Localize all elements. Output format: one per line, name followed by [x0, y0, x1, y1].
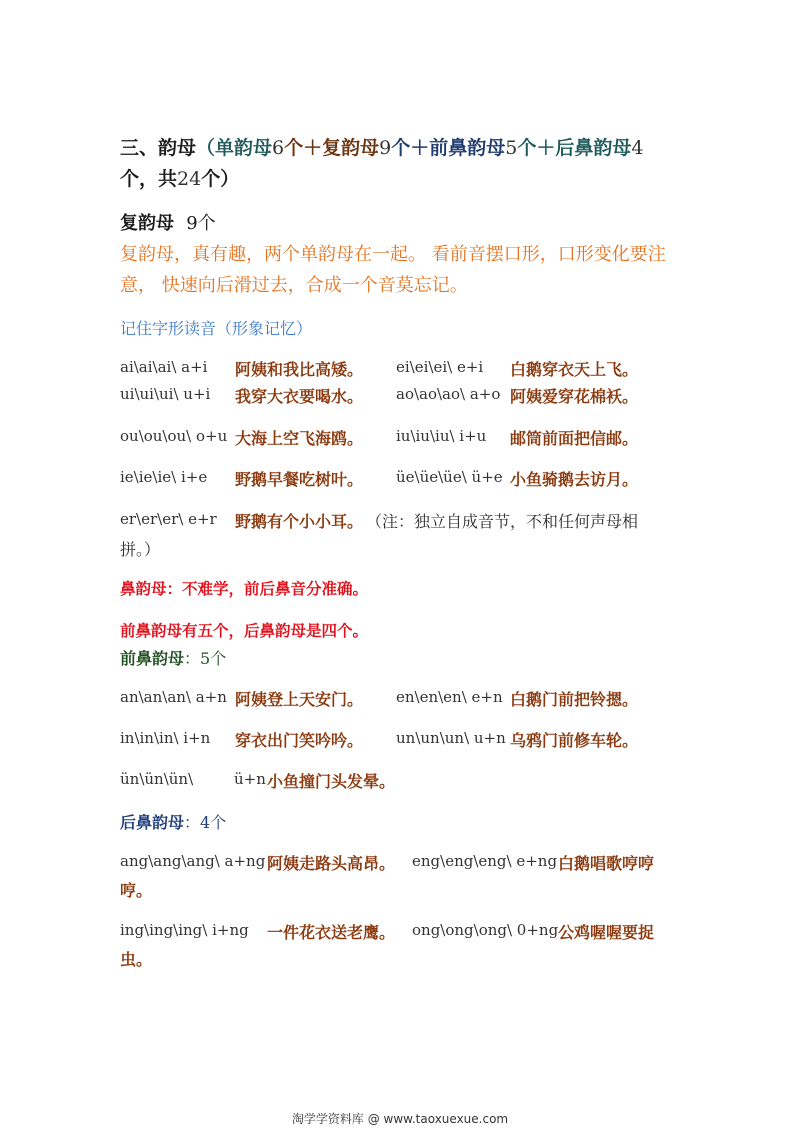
mnemonic-text: 小鱼骑鹅去访月。: [510, 470, 639, 489]
pinyin-code: ang\ang\ang\ a+ng: [120, 852, 266, 870]
mnemonic-text: 一件花衣送老鹰。: [267, 923, 396, 942]
rhyme-line: 意， 快速向后滑过去，合成一个音莫忘记。: [120, 275, 468, 296]
pinyin-code: ui\ui\ui\ u+i: [120, 385, 211, 403]
pinyin-combo: ü+n: [234, 770, 266, 788]
pinyin-code: er\er\er\ e+r: [120, 510, 217, 528]
pinyin-code: eng\eng\eng\ e+ng: [412, 852, 558, 870]
pinyin-code: iu\iu\iu\ i+u: [396, 427, 487, 445]
title-part: 个，共: [120, 168, 178, 190]
mnemonic-text: 我穿大衣要喝水。: [235, 387, 364, 406]
heading-colon: ：: [184, 813, 201, 832]
pinyin-code: ing\ing\ing\ i+ng: [120, 921, 249, 939]
pinyin-code: un\un\un\ u+n: [396, 729, 506, 747]
heading-label: 后鼻韵母: [120, 813, 185, 832]
title-part: 个＋前鼻韵母: [391, 137, 506, 159]
pinyin-code: üe\üe\üe\ ü+e: [396, 468, 503, 486]
mnemonic-text: 阿姨走路头高昂。: [267, 854, 396, 873]
heading-label: 复韵母: [120, 213, 174, 234]
mnemonic-text: 公鸡喔喔要捉: [558, 923, 655, 942]
biyunmu-intro: 前鼻韵母有五个，后鼻韵母是四个。: [120, 622, 369, 640]
mnemonic-text: 阿姨登上天安门。: [235, 690, 364, 709]
mnemonic-text-wrap: 哼。: [120, 881, 153, 900]
pinyin-code: ong\ong\ong\ 0+ng: [412, 921, 559, 939]
title-part: （单韵母: [196, 137, 273, 159]
er-note: （注：独立自成音节，不和任何声母相: [366, 512, 639, 531]
title-number: 4: [631, 137, 644, 159]
mnemonic-text: 白鹅唱歌哼哼: [558, 854, 655, 873]
title-part: 个＋后鼻韵母: [517, 137, 632, 159]
er-note: 拼。）: [120, 540, 161, 559]
rhyme-line: 复韵母，真有趣，两个单韵母在一起。 看前音摆口形，口形变化要注: [120, 244, 666, 265]
heading-count: 9个: [186, 213, 216, 234]
pinyin-code: ai\ai\ai\ a+i: [120, 358, 208, 376]
title-number: 5: [505, 137, 518, 159]
biyunmu-intro: 鼻韵母：不难学，前后鼻音分准确。: [120, 580, 369, 598]
title-part: 个）: [201, 168, 240, 190]
footer-watermark: 淘学学资料库 @ www.taoxuexue.com: [291, 1112, 509, 1126]
title-number: 9: [379, 137, 392, 159]
qianbi-heading: [120, 646, 226, 669]
heading-colon: ：: [184, 649, 201, 668]
title-part: 个＋复韵母: [284, 137, 380, 159]
mnemonic-text: 穿衣出门笑吟吟。: [235, 731, 364, 750]
mnemonic-text: 野鹅有个小小耳。: [235, 512, 364, 531]
heading-count: 4个: [200, 813, 227, 832]
pinyin-code: ie\ie\ie\ i+e: [120, 468, 208, 486]
mnemonic-text: 白鹅穿衣天上飞。: [510, 360, 639, 379]
mnemonic-text: 乌鸦门前修车轮。: [510, 731, 639, 750]
title-part: 三、韵母: [120, 137, 197, 159]
section-title: [120, 133, 643, 160]
pinyin-code: ou\ou\ou\ o+u: [120, 427, 228, 445]
memory-tip: 记住字形读音（形象记忆）: [120, 319, 313, 338]
heading-label: 前鼻韵母: [120, 649, 185, 668]
title-number: 6: [272, 137, 285, 159]
title-number: 24: [177, 168, 202, 190]
houbi-heading: [120, 810, 226, 833]
pinyin-code: ei\ei\ei\ e+i: [396, 358, 484, 376]
mnemonic-text: 小鱼撞门头发晕。: [267, 772, 396, 791]
mnemonic-text: 邮筒前面把信邮。: [510, 429, 639, 448]
mnemonic-text: 野鹅早餐吃树叶。: [235, 470, 364, 489]
mnemonic-text: 阿姨和我比高矮。: [235, 360, 364, 379]
mnemonic-text: 大海上空飞海鸥。: [235, 429, 364, 448]
pinyin-code: ao\ao\ao\ a+o: [396, 385, 501, 403]
pinyin-code: an\an\an\ a+n: [120, 688, 227, 706]
pinyin-code: ün\ün\ün\: [120, 770, 194, 788]
mnemonic-text-wrap: 虫。: [120, 950, 153, 969]
heading-count: 5个: [200, 649, 227, 668]
mnemonic-text: 阿姨爱穿花棉袄。: [510, 387, 639, 406]
section-title-line2: [120, 164, 239, 191]
pinyin-code: en\en\en\ e+n: [396, 688, 503, 706]
pinyin-code: in\in\in\ i+n: [120, 729, 211, 747]
mnemonic-text: 白鹅门前把铃摁。: [510, 690, 639, 709]
fuyunmu-heading: [120, 209, 216, 235]
